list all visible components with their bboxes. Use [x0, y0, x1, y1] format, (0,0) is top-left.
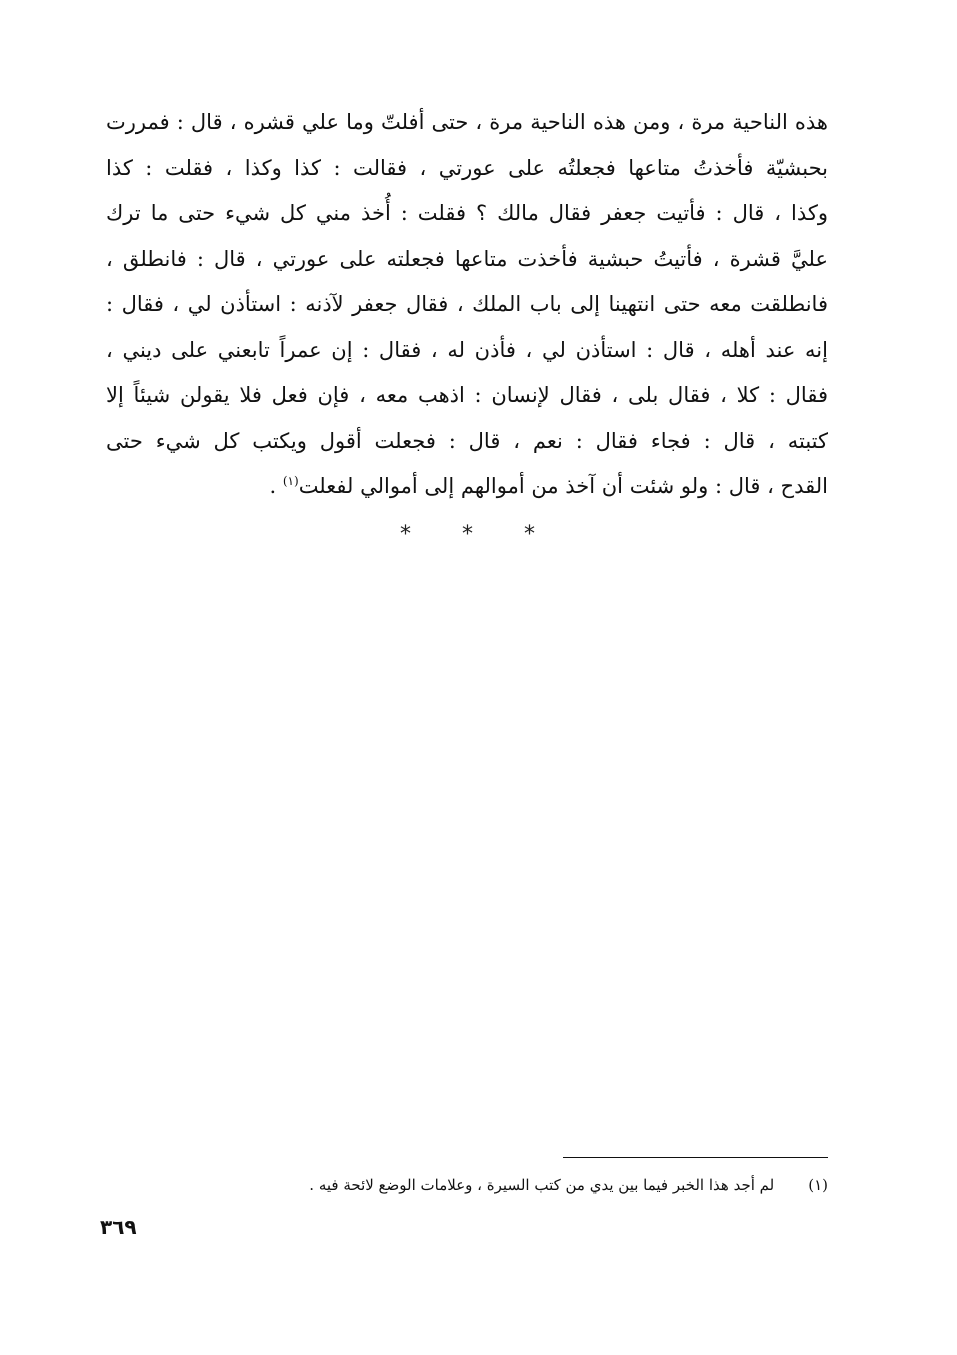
text-line-4: عليَّ قشرة ، فأتيتُ حبشية فأخذت متاعها فجعلته على عورتي ، قال : فانطلق ، — [106, 246, 828, 271]
text-line-2: بحبشيّة فأخذتُ متاعها فجعلتُه على عورتي ، فقالت : كذا وكذا ، فقلت : كذا — [106, 155, 828, 180]
text-line-3: وكذا ، قال : فأتيت جعفر فقال مالك ؟ فقلت : أُخذ مني كل شيء حتى ما ترك — [106, 201, 828, 225]
text-line-8: كتبته ، قال : فجاء فقال : نعم ، قال : فجعلت أقول ويكتب كل شيء حتى — [106, 428, 828, 453]
text-line-5: فانطلقت معه حتى انتهينا إلى باب الملك ، فقال جعفر لآذنه : استأذن لي ، فقال : — [106, 292, 828, 316]
text-line-1: هذه الناحية مرة ، ومن هذه الناحية مرة ، حتى أفلتّ وما علي قشره ، قال : فمررت — [106, 110, 828, 134]
text-line-6: إنه عند أهله ، قال : استأذن لي ، فأذن له ، فقال : إن عمراً تابعني على ديني ، — [106, 337, 828, 362]
main-text-block — [106, 100, 828, 510]
text-line-9 — [106, 464, 828, 510]
footnote-reference-mark: (١) — [282, 474, 299, 488]
footnote-divider — [563, 1157, 828, 1158]
footnote-text: لم أجد هذا الخبر فيما بين يدي من كتب السيرة ، وعلامات الوضع لائحة فيه . — [309, 1176, 775, 1194]
section-separator: * * * — [400, 522, 557, 547]
last-line-end: . — [269, 474, 283, 498]
footnote-number: (١) — [808, 1176, 828, 1194]
page-number: ٣٦٩ — [100, 1215, 137, 1239]
footnote — [200, 1172, 828, 1198]
text-line-7: فقال : كلا ، فقال بلى ، فقال لإنسان : اذهب معه ، فإن فعل فلا يقولن شيئاً إلا — [106, 383, 828, 407]
last-line-text: القدح ، قال : ولو شئت أن آخذ من أموالهم إلى أموالي لفعلت — [298, 474, 828, 498]
